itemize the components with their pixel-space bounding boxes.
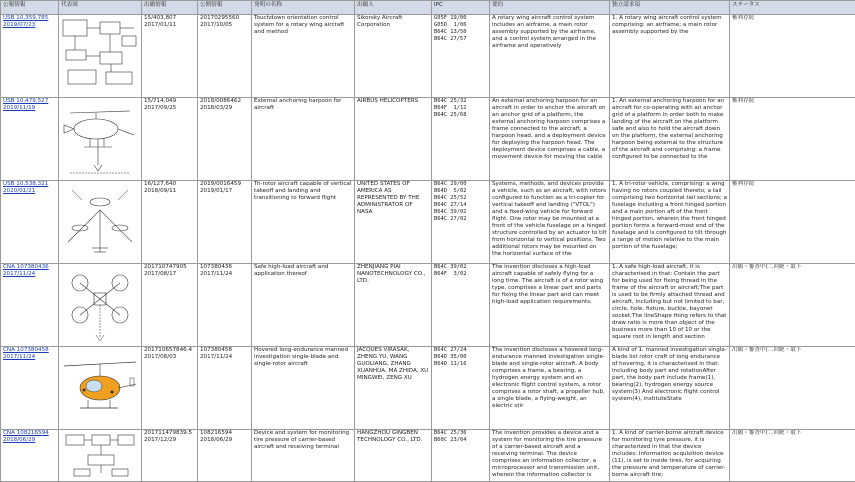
pub-cell [1,347,59,430]
pubinfo-number: 108216594 [200,430,249,437]
app-date: 2017/12/29 [144,437,195,444]
pub-number-link[interactable]: USB 10,359,785 [3,15,56,22]
title-cell: Tri-rotor aircraft capable of vertical takeoff and landing and transitioning to forward flight [252,181,355,264]
app-number: 16/127,640 [144,181,195,188]
pub-info-cell [198,15,252,98]
claim-cell: 1. An external anchoring harpoon for an aircraft for co-operating with an anchor grid of a platform in order both to make landing of the aircraft on the platform safe and also to hold the aircraft down on the platform, the external anchoring harpoon being external to the structure of the aircraft and comprising: a frame configured to be connected to the [610,98,730,181]
ipc-code: B64D 11/16 [434,361,487,368]
pubinfo-number: 2018/0086462 [200,98,249,105]
rep-figure-drawing [60,16,140,94]
rep-figure-drawing [60,348,140,426]
applicant-cell: JACQUES VIRASAK, ZHENG YU, WANG GUOLIANG, ZHANG XUANHUA, MA ZHIDA, XU MINGWEI, ZENG XU [355,347,432,430]
applicant-cell: ZHENJIANG PIAI NANOTECHNOLOGY CO., LTD. [355,264,432,347]
ipc-cell [432,181,490,264]
pub-date-link[interactable]: 2018/06/29 [3,437,56,444]
pub-cell [1,181,59,264]
ipc-code: B64C 27/14 [434,202,487,209]
ipc-code: B64D 5/02 [434,188,487,195]
abstract-cell: An external anchoring harpoon for an aircraft in order to anchor the aircraft on an anchor grid of a platform, the external anchoring harpoon comprises a frame connected to the aircraft, a harpoon head, and a deployment device for deploying the harpoon head. The deployment device comprises a cable, a movement device for moving the cable [490,98,610,181]
app-info-cell [142,98,198,181]
ipc-cell [432,347,490,430]
table-row [1,15,855,98]
status-cell: 権利存続 [730,98,855,181]
col-header-rep-fig[interactable]: 代表図 [59,1,142,15]
ipc-code: B60C 23/04 [434,437,487,444]
rep-figure-cell [59,98,142,181]
table-row [1,430,855,482]
ipc-code: B64C 25/68 [434,112,487,119]
app-info-cell [142,347,198,430]
pub-number-link[interactable]: CNA 107380436 [3,264,56,271]
rep-figure-drawing [60,99,140,177]
col-header-app-info[interactable]: 出願情報 [142,1,198,15]
pub-cell [1,15,59,98]
ipc-code: B64C 39/02 [434,264,487,271]
pubinfo-number: 107380458 [200,347,249,354]
pub-cell [1,98,59,181]
pubinfo-date: 2017/11/24 [200,354,249,361]
claim-cell: 1. A safe high-load aircraft, it is characterised in that: Contain the part for being used for fixing thread in the frame of the aircraft or aircraft;The part is used to be firmly attached thread and aircraft, including but not limited to bar, circle, hole, fixture, buckle, bayonet socket;The lineShape thing refers to that draw ratio is more than object of the business more than 10 of 10 or the square root in length and section [610,264,730,347]
claim-cell: A kind of 1. manned investigation single-blade list rotor craft of long endurance of hovering, it is characterised in that: Including body part and rotationAfter part, the body part include frame(1), bearing(2), hydrogen energy source system(3) And electronic flight control system(4), instituteState [610,347,730,430]
pubinfo-number: 107380436 [200,264,249,271]
abstract-cell: The invention discloses a hovered long-endurance manned investigation single-blade and single-rotor aircraft. A body comprises a frame, a bearing, a hydrogen energy system and an electronic flight control system, a rotor comprises a rotor shaft, a propeller hub, a single blade, a flying-weight, an electric stir [490,347,610,430]
rep-figure-drawing [60,182,140,260]
ipc-code: B64C 29/00 [434,181,487,188]
rep-figure-cell [59,430,142,482]
ipc-cell [432,430,490,482]
pub-date-link[interactable]: 2017/11/24 [3,354,56,361]
ipc-code: B64C 27/24 [434,347,487,354]
applicant-cell: UNITED STATES OF AMERICA AS REPRESENTED BY THE ADMINISTRATOR OF NASA [355,181,432,264]
app-info-cell [142,264,198,347]
pubinfo-date: 2019/01/17 [200,188,249,195]
ipc-code: B64C 13/50 [434,29,487,36]
app-date: 2018/09/11 [144,188,195,195]
status-cell: 出願・審査中(二回統・取下 [730,430,855,482]
title-cell: Touchdown orientation control system for a rotary wing aircraft and method [252,15,355,98]
status-cell: 出願・審査中(二回統・取下 [730,264,855,347]
app-date: 2017/09/25 [144,105,195,112]
ipc-code: B64F 1/12 [434,105,487,112]
col-header-ipc[interactable]: IPC [432,1,490,15]
ipc-code: B64C 25/52 [434,195,487,202]
table-row [1,98,855,181]
app-number: 15/403,807 [144,15,195,22]
pub-number-link[interactable]: CNA 107380458 [3,347,56,354]
ipc-code: B64D 35/00 [434,354,487,361]
ipc-code: B64C 27/02 [434,216,487,223]
ipc-cell [432,98,490,181]
status-cell: 出願・審査中(二回統・取下 [730,347,855,430]
table-row [1,264,855,347]
pub-date-link[interactable]: 2020/01/21 [3,188,56,195]
pub-date-link[interactable]: 2019/11/19 [3,105,56,112]
pubinfo-date: 2017/10/05 [200,22,249,29]
title-cell: Device and system for monitoring tire pressure of carrier-based aircraft and receiving terminal [252,430,355,482]
status-cell: 権利存続 [730,15,855,98]
ipc-code: B64C 25/36 [434,430,487,437]
claim-cell: 1. A kind of carrier-borne aircraft device for monitoring tyre pressure, it is characterized in that the device includes: Information acquisition device (11), is set to inside tires, for acquiring the pressure and temperature of carrier-borne aircraft tire; [610,430,730,482]
app-info-cell [142,15,198,98]
col-header-claim[interactable]: 独立請求項 [610,1,730,15]
ipc-cell [432,264,490,347]
table-row [1,347,855,430]
rep-figure-cell [59,264,142,347]
ipc-code: B64C 25/32 [434,98,487,105]
col-header-status[interactable]: ステータス [730,1,855,15]
abstract-cell: A rotary wing aircraft control system includes an airframe, a main rotor assembly supported by the airframe, and a control system arranged in the airframe and operatively [490,15,610,98]
app-date: 2017/08/17 [144,271,195,278]
pub-date-link[interactable]: 2019/07/23 [3,22,56,29]
rep-figure-cell [59,15,142,98]
pub-info-cell [198,264,252,347]
claim-cell: 1. A rotary wing aircraft control system comprising: an airframe; a main rotor assembly supported by the [610,15,730,98]
ipc-code: G05F 19/00 [434,15,487,22]
ipc-code: B64C 39/02 [434,209,487,216]
applicant-cell: Sikorsky Aircraft Corporation [355,15,432,98]
abstract-cell: The invention discloses a high-load aircraft capable of safely flying for a long time. The aircraft is of a rotor wing type, comprises a linear part and parts for fixing the linear part and can meet high-load application requirements. [490,264,610,347]
ipc-cell [432,15,490,98]
app-number: 201710657846.4 [144,347,195,354]
rep-figure-cell [59,181,142,264]
pubinfo-date: 2018/03/29 [200,105,249,112]
applicant-cell: HANGZHOU GINGBEN TECHNOLOGY CO., LTD. [355,430,432,482]
pub-number-link[interactable]: USB 10,538,321 [3,181,56,188]
claim-cell: 1. A tri-rotor vehicle, comprising: a wing having no rotors coupled thereto; a tail comprising two horizontal tail sections; a fuselage including a front hinged portion and a main portion aft of the front hinged portion, wherein the front hinged portion forms a forward-most end of the fuselage and is configured to tilt through a range of motion relative to the main portion of the fuselage; [610,181,730,264]
ipc-code: B64F 3/02 [434,271,487,278]
ipc-code: G05D 1/06 [434,22,487,29]
app-info-cell [142,430,198,482]
pub-info-cell [198,181,252,264]
app-date: 2017/08/03 [144,354,195,361]
pub-number-link[interactable]: USB 10,479,527 [3,98,56,105]
app-info-cell [142,181,198,264]
pub-date-link[interactable]: 2017/11/24 [3,271,56,278]
pub-info-cell [198,98,252,181]
pub-info-cell [198,347,252,430]
rep-figure-drawing [60,431,140,478]
pub-number-link[interactable]: CNA 108216594 [3,430,56,437]
app-number: 201711479839.5 [144,430,195,437]
pubinfo-number: 2019/0016459 [200,181,249,188]
abstract-cell: The invention provides a device and a system for monitoring the tire pressure of a carrier-based aircraft and a receiving terminal. The device comprises an information collector, a microprocessor and transmission unit, wherein the information collector is [490,430,610,482]
ipc-code: B64C 27/57 [434,36,487,43]
applicant-cell: AIRBUS HELICOPTERS [355,98,432,181]
rep-figure-cell [59,347,142,430]
abstract-cell: Systems, methods, and devices provide a vehicle, such as an aircraft, with rotors configured to function as a tri-copter for vertical takeoff and landing ("VTOL") and a fixed-wing vehicle for forward flight. One rotor may be mounted at a front of the vehicle fuselage on a hinged structure controlled by an actuator to tilt from horizontal to vertical positions. Two additional rotors may be mounted on the horizontal surface of the [490,181,610,264]
app-number: 201710747905 [144,264,195,271]
col-header-pub-info[interactable]: 公開情報 [198,1,252,15]
pub-info-cell [198,430,252,482]
header-row [1,1,855,15]
title-cell: Hovered long-endurance manned investigation single-blade and single-rotor aircraft [252,347,355,430]
pubinfo-date: 2018/06/29 [200,437,249,444]
app-date: 2017/01/11 [144,22,195,29]
pubinfo-number: 20170295560 [200,15,249,22]
app-number: 15/714,049 [144,98,195,105]
rep-figure-drawing [60,265,140,343]
col-header-applicant[interactable]: 出願人 [355,1,432,15]
pub-cell [1,430,59,482]
col-header-pub[interactable]: 公報情報 [1,1,59,15]
table-row [1,181,855,264]
status-cell: 権利存続 [730,181,855,264]
pub-cell [1,264,59,347]
col-header-abstract[interactable]: 要約 [490,1,610,15]
title-cell: Safe high-load aircraft and application thereof [252,264,355,347]
title-cell: External anchoring harpoon for aircraft [252,98,355,181]
pubinfo-date: 2017/11/24 [200,271,249,278]
col-header-title[interactable]: 発明の名称 [252,1,355,15]
